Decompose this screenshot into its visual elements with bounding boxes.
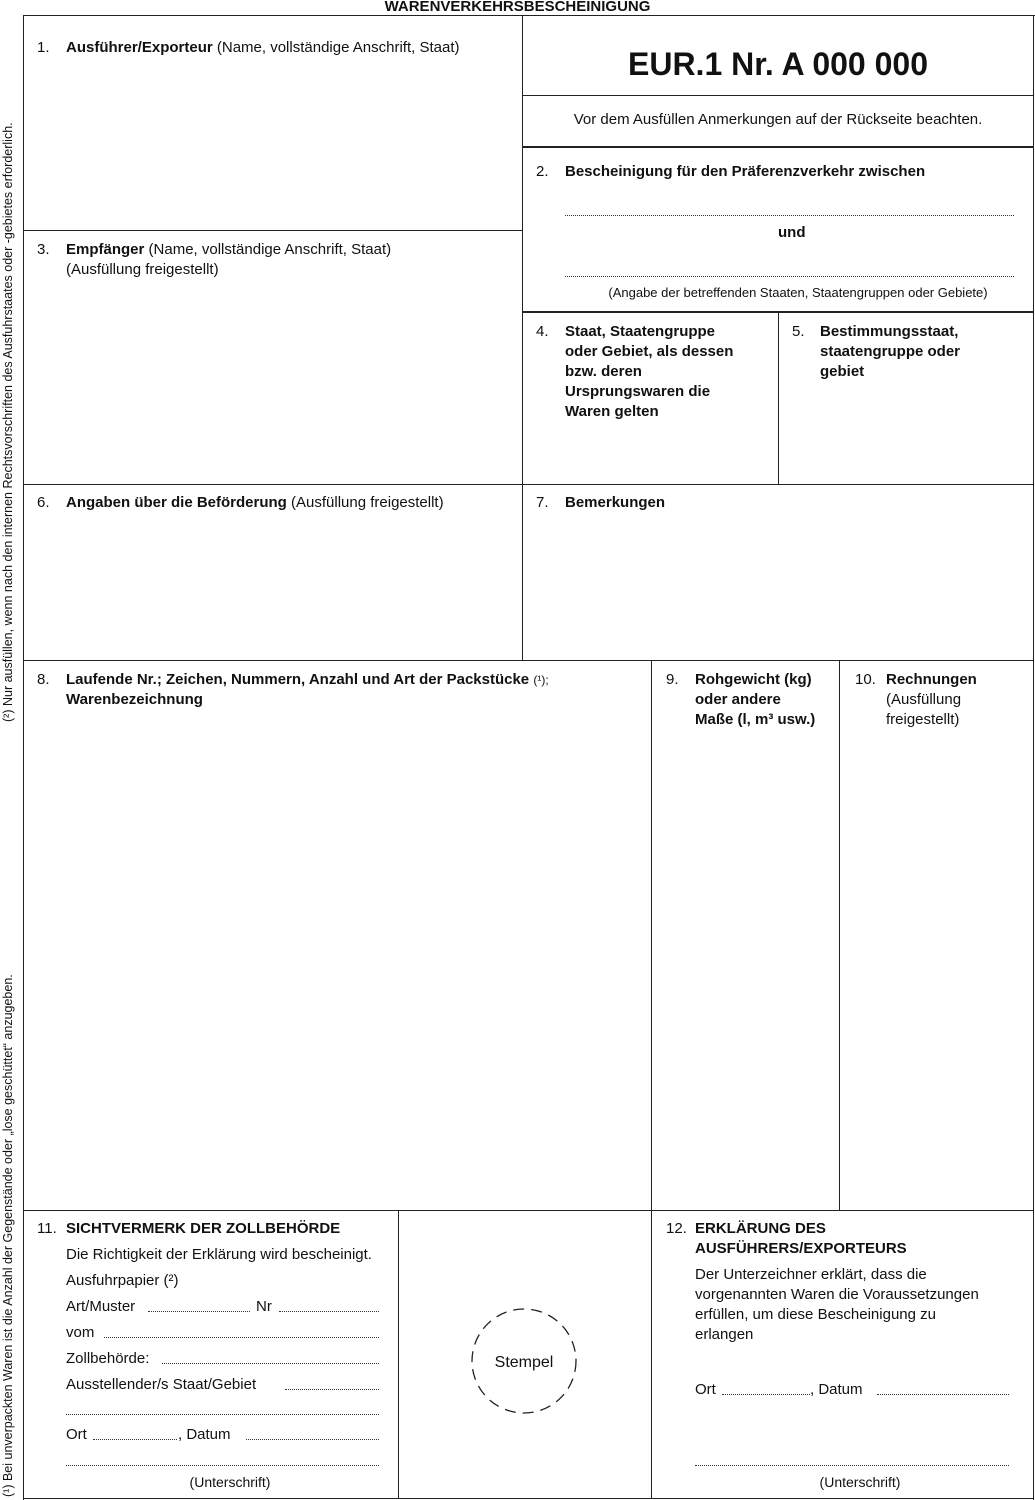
box2-number: 2. (536, 163, 549, 180)
frame-bottom (23, 1498, 1034, 1499)
box11-ort-label: Ort (66, 1426, 87, 1443)
box11-art-label: Art/Muster (66, 1298, 136, 1315)
box12-datum-label: , Datum (810, 1381, 863, 1398)
box6-label[interactable]: Angaben über die Beförderung (Ausfüllung freigestellt) (66, 494, 444, 511)
box11-staat-label: Ausstellender/s Staat/Gebiet (66, 1376, 257, 1393)
box9-label[interactable]: Rohgewicht (kg) oder andere Maße (l, m³ usw.) (695, 671, 816, 728)
box11-vom-label: vom (66, 1324, 95, 1341)
box8-label[interactable]: Laufende Nr.; Zeichen, Nummern, Anzahl und Art der Packstücke (¹); Warenbezeichnung (66, 671, 549, 708)
box2-note: (Angabe der betreffenden Staaten, Staatengruppen oder Gebiete) (608, 285, 988, 300)
box4-label[interactable]: Staat, Staatengruppe oder Gebiet, als dessen bzw. deren Ursprungswaren die Waren gelten (565, 323, 734, 420)
box11-signature-field[interactable] (66, 1465, 379, 1466)
box11-nr-field[interactable] (279, 1311, 379, 1312)
divider-row4 (23, 660, 1034, 661)
frame-right (1033, 15, 1034, 1500)
frame-top (23, 15, 1035, 16)
box12-signature-label: (Unterschrift) (819, 1474, 901, 1490)
box11-line2: Ausfuhrpapier (²) (66, 1272, 179, 1289)
divider-row5 (23, 1210, 1034, 1211)
stamp-label: Stempel (494, 1354, 554, 1371)
box3-number: 3. (37, 241, 50, 258)
eur-number: EUR.1 Nr. A 000 000 (627, 46, 928, 82)
box7-number: 7. (536, 494, 549, 511)
box11-staat-field-2[interactable] (66, 1414, 379, 1415)
box12-declaration: Der Unterzeichner erklärt, dass die vorgenannten Waren die Voraussetzungen erfüllen, um diese Bescheinigung zu erlangen (695, 1266, 979, 1343)
box2-und: und (778, 224, 806, 241)
box11-zoll-field[interactable] (162, 1363, 379, 1364)
box11-datum-label: , Datum (178, 1426, 231, 1443)
divider-eur (522, 95, 1034, 96)
divider-box3 (23, 230, 523, 231)
box10-number: 10. (855, 671, 876, 688)
box9-number: 9. (666, 671, 679, 688)
side-note-2: (²) Nur ausfüllen, wenn nach den internen Rechtsvorschriften des Ausfuhrstaates oder -gebietes erforderlich. (1, 122, 15, 722)
box2-country-a-field[interactable] (565, 215, 1014, 216)
box1-number: 1. (37, 39, 50, 56)
box5-label[interactable]: Bestimmungsstaat, staatengruppe oder gebiet (820, 323, 961, 380)
box11-staat-field[interactable] (285, 1389, 379, 1390)
form-title: WARENVERKEHRSBESCHEINIGUNG (384, 0, 651, 15)
divider-box4-5 (778, 312, 779, 484)
box11-vom-field[interactable] (104, 1337, 379, 1338)
box12-title: ERKLÄRUNG DES AUSFÜHRERS/EXPORTEURS (695, 1220, 907, 1257)
box11-datum-field[interactable] (246, 1439, 379, 1440)
box5-number: 5. (792, 323, 805, 340)
divider-box8-9 (651, 660, 652, 1498)
box11-signature-label: (Unterschrift) (189, 1474, 271, 1490)
box2-country-b-field[interactable] (565, 276, 1014, 277)
box12-signature-field[interactable] (695, 1465, 1009, 1466)
box11-number: 11. (37, 1220, 57, 1237)
divider-stamp (398, 1210, 399, 1498)
box11-art-field[interactable] (148, 1311, 250, 1312)
box12-datum-field[interactable] (877, 1394, 1009, 1395)
box10-label[interactable]: Rechnungen (Ausfüllung freigestellt) (886, 671, 977, 728)
box11-ort-field[interactable] (93, 1439, 177, 1440)
box12-number: 12. (666, 1220, 687, 1237)
box2-label: Bescheinigung für den Präferenzverkehr zwischen (565, 163, 926, 180)
box1-label[interactable]: Ausführer/Exporteur (Name, vollständige Anschrift, Staat) (66, 39, 460, 56)
box11-line1: Die Richtigkeit der Erklärung wird bescheinigt. (66, 1246, 372, 1263)
box12-ort-field[interactable] (722, 1394, 810, 1395)
box12-ort-label: Ort (695, 1381, 716, 1398)
frame-left (23, 15, 24, 1500)
notice-text: Vor dem Ausfüllen Anmerkungen auf der Rückseite beachten. (573, 111, 983, 128)
box7-label[interactable]: Bemerkungen (565, 494, 666, 511)
box4-number: 4. (536, 323, 549, 340)
box11-title: SICHTVERMERK DER ZOLLBEHÖRDE (66, 1220, 341, 1237)
side-note-1: (¹) Bei unverpackten Waren ist die Anzahl der Gegenstände oder „lose geschüttet“ anzugeben. (1, 974, 15, 1497)
divider-row3 (23, 484, 1034, 485)
box8-number: 8. (37, 671, 50, 688)
divider-box2-top (522, 146, 1034, 148)
box11-nr-label: Nr (256, 1298, 272, 1315)
box11-zoll-label: Zollbehörde: (66, 1350, 150, 1367)
divider-box9-10 (839, 660, 840, 1210)
box3-label[interactable]: Empfänger (Name, vollständige Anschrift, Staat) (Ausfüllung freigestellt) (66, 241, 392, 278)
box6-number: 6. (37, 494, 50, 511)
